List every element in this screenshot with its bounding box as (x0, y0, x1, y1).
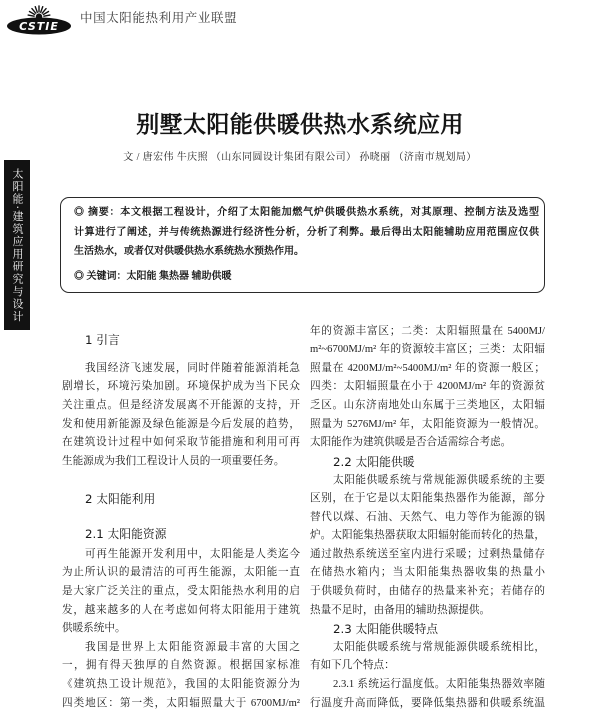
text-line: 照量为 5276MJ/m² 年，太阳能资源为一般情况。 (310, 418, 545, 430)
text-line: 于供暖负荷时，由储存的热量来补充；若储存的 (310, 586, 545, 598)
keywords-label: ◎ 关键词： (74, 270, 127, 282)
text-line: 有如下几个特点： (310, 660, 395, 672)
cstie-logo (5, 3, 73, 35)
organization-name: 中国太阳能热利用产业联盟 (80, 10, 238, 25)
keywords-line (74, 267, 539, 287)
keyword: 辅助供暖 (191, 270, 232, 282)
abstract-line: 生活热水，或者仅对供暖供热水系统热水预热作用。 (74, 246, 304, 257)
paragraph (62, 546, 300, 639)
text-line: 剧增长，环境污染加剧。环境保护成为当下民众 (62, 381, 300, 393)
section-side-tab (4, 160, 30, 330)
text-line: 乏区。山东济南地处山东属于三类地区，太阳辐 (310, 400, 545, 412)
text-line: 四类：太阳辐照量在小于 4200MJ/m² 年的资源贫 (310, 381, 545, 393)
paragraph (62, 360, 300, 472)
paragraph (310, 639, 545, 676)
text-line: 炉。太阳能集热器获取太阳辐射能而转化的热量， (310, 530, 545, 542)
text-line: 我国是世界上太阳能资源最丰富的大国之 (85, 641, 300, 653)
keyword: 太阳能 (126, 270, 157, 282)
text-line: 太阳能供暖系统与常规能源供暖系统的主要 (333, 474, 545, 486)
logo-wordmark: CSTIE (19, 20, 59, 33)
paragraph (310, 472, 545, 621)
text-line: 为止所认识的最清洁的可再生能源，太阳能一直 (62, 567, 300, 579)
abstract-line: 计算进行了阐述，并与传统热源进行经济性分析，分析了利弊。最后得出太阳能辅助应用范围应仅供 (74, 226, 539, 238)
text-line: 在储热水箱内；当太阳能集热器收集的热量小 (310, 567, 545, 579)
text-line: 关注重点。但是经济发展离不开能源的支持，开 (62, 400, 300, 412)
text-line: 区别，在于它是以太阳能集热器作为能源，部分 (310, 493, 545, 505)
text-line: 年的资源丰富区；二类：太阳辐照量在 5400MJ/ (310, 325, 545, 337)
text-line: 我国经济飞速发展，同时伴随着能源消耗急 (85, 362, 300, 374)
text-line: 发，越来越多的人在考虑如何将太阳能用于建筑 (62, 604, 300, 616)
paragraph (310, 323, 545, 453)
abstract-text: 本文根据工程设计，介绍了太阳能加燃气炉供暖供热水系统，对其原理、控制方法及选型 (120, 207, 539, 218)
text-line: 太阳能作为建筑供暖是否合适需综合考虑。 (310, 437, 512, 449)
paragraph (62, 639, 300, 713)
text-line: 发和使用新能源及绿色能源是今后发展的趋势， (62, 418, 300, 430)
subsection-heading: 2.2 太阳能供暖 (333, 454, 415, 469)
text-line: 热量不足时，由备用的辅助热源提供。 (310, 604, 491, 616)
abstract-label: ◎ 摘要： (74, 207, 121, 218)
text-line: 是大家广泛关注的重点，受太阳能热水利用的启 (62, 586, 300, 598)
text-line: 通过散热系统送至室内进行采暖；过剩热量储存 (310, 548, 545, 560)
text-line: 在建筑设计过程中如何采取节能措施和利用可再 (62, 437, 300, 449)
article-byline: 文 / 唐宏伟 牛庆照 （山东同圆设计集团有限公司） 孙晓丽 （济南市规划局） (123, 152, 477, 163)
paragraph (310, 676, 545, 713)
keyword: 集热器 (159, 270, 189, 282)
subsection-heading: 2.1 太阳能资源 (85, 526, 167, 541)
subsection-heading: 2.3 太阳能供暖特点 (333, 622, 439, 637)
section-side-tab-label: 太阳能·建筑应用研究与设计 (11, 167, 24, 323)
abstract-box (60, 197, 545, 293)
text-line: 生能源成为我们工程设计人员的一项重要任务。 (62, 455, 285, 467)
text-line: 行温度升高而降低，要降低集热器和供暖系统温 (310, 697, 545, 709)
section-heading: 2 太阳能利用 (85, 492, 156, 507)
text-line: 太阳能供暖系统与常规能源供暖系统相比， (333, 641, 545, 653)
text-line: 可再生能源开发利用中，太阳能是人类迄今 (85, 548, 300, 560)
text-line: 照量在 4200MJ/m²~5400MJ/m² 年的资源一般区； (310, 362, 545, 374)
text-line: 替代以煤、石油、天然气、电力等作为能源的锅 (310, 511, 545, 523)
text-line: 供暖系统中。 (62, 623, 126, 635)
text-line: 四类地区：第一类，太阳辐照量大于 6700MJ/m² (62, 697, 300, 709)
section-heading: 1 引言 (85, 332, 120, 347)
article-title: 别墅太阳能供暖供热水系统应用 (136, 112, 464, 138)
text-line: m²~6700MJ/m² 年的资源较丰富区；三类：太阳辐 (310, 344, 545, 356)
text-line: 一，拥有得天独厚的自然资源。根据国家标准 (62, 660, 300, 672)
text-line: 《建筑热工设计规范》，我国的太阳能资源分为 (62, 679, 300, 691)
text-line: 2.3.1 系统运行温度低。太阳能集热器效率随 (333, 679, 545, 691)
abstract-line (74, 203, 539, 223)
